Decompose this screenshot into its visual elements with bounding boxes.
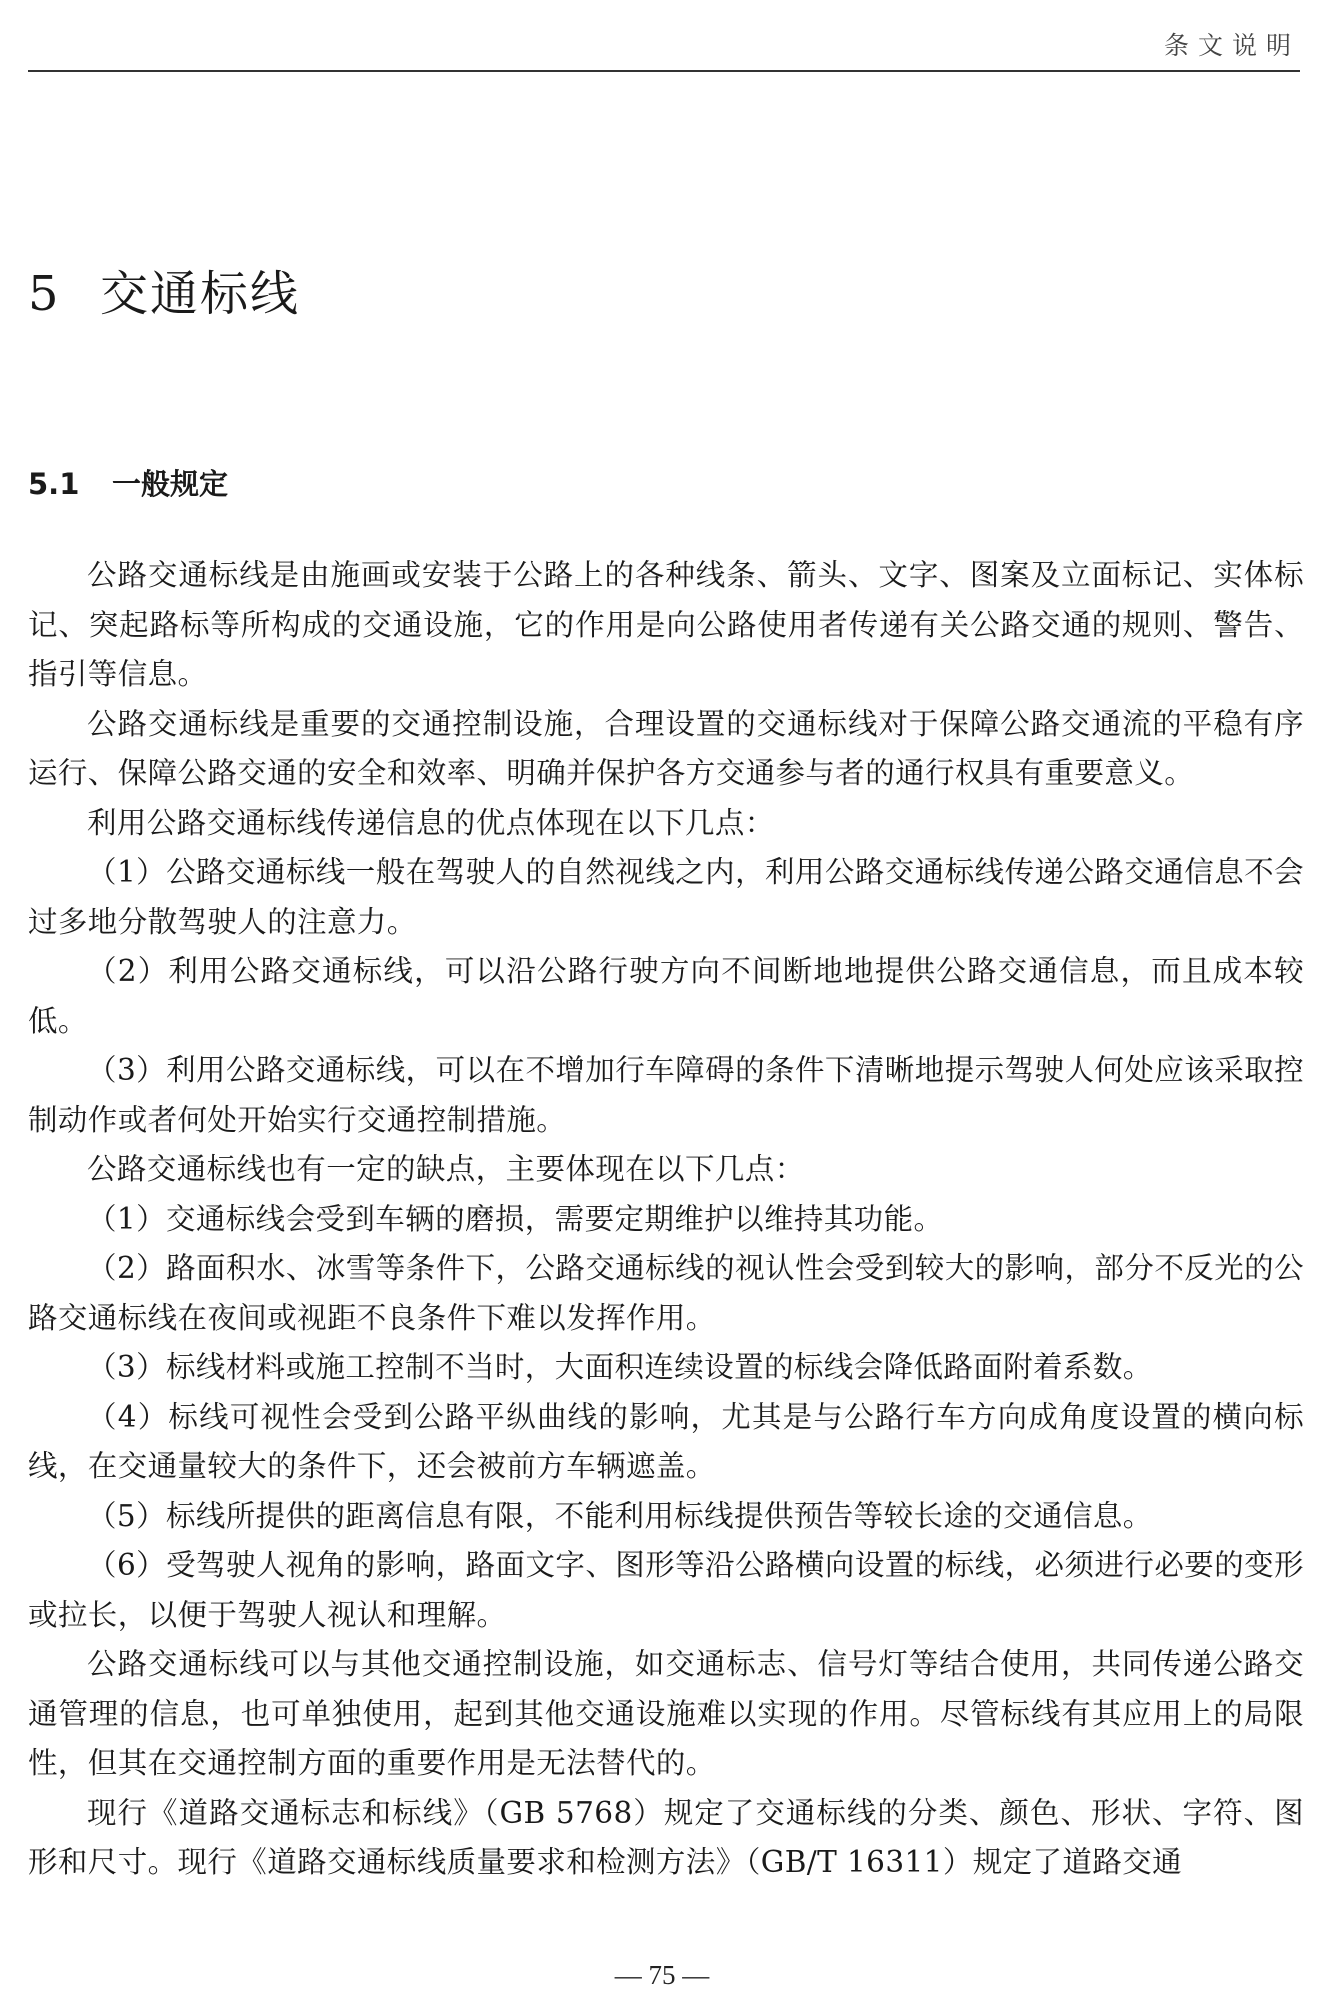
section-title [28,462,228,503]
paragraph: 现行《道路交通标志和标线》（GB 5768）规定了交通标线的分类、颜色、形状、字符、图形和尺寸。现行《道路交通标线质量要求和检测方法》（GB/T 16311）规定了道路交通 [28,1795,1304,1879]
section-title-text: 一般规定 [112,467,229,501]
paragraph: 公路交通标线也有一定的缺点，主要体现在以下几点： [87,1152,805,1186]
running-header: 条文说明 [1163,33,1300,60]
paragraph: 公路交通标线可以与其他交通控制设施，如交通标志、信号灯等结合使用，共同传递公路交通管理的信息，也可单独使用，起到其他交通设施难以实现的作用。尽管标线有其应用上的局限性，但其在交通控制方面的重要作用是无法替代的。 [28,1647,1304,1780]
body-text [28,551,1304,1888]
paragraph: 公路交通标线是重要的交通控制设施，合理设置的交通标线对于保障公路交通流的平稳有序运行、保障公路交通的安全和效率、明确并保护各方交通参与者的通行权具有重要意义。 [28,706,1304,790]
paragraph: （2）路面积水、冰雪等条件下，公路交通标线的视认性会受到较大的影响，部分不反光的公路交通标线在夜间或视距不良条件下难以发挥作用。 [28,1251,1304,1335]
paragraph: （4）标线可视性会受到公路平纵曲线的影响，尤其是与公路行车方向成角度设置的横向标线，在交通量较大的条件下，还会被前方车辆遮盖。 [28,1399,1304,1483]
chapter-title-text: 交通标线 [100,266,301,322]
paragraph: （5）标线所提供的距离信息有限，不能利用标线提供预告等较长途的交通信息。 [87,1498,1153,1533]
paragraph: （3）标线材料或施工控制不当时，大面积连续设置的标线会降低路面附着系数。 [87,1350,1153,1384]
page-number: — 75 — [614,1960,710,1990]
paragraph: （6）受驾驶人视角的影响，路面文字、图形等沿公路横向设置的标线，必须进行必要的变形或拉长，以便于驾驶人视认和理解。 [28,1548,1304,1632]
paragraph: 公路交通标线是由施画或安装于公路上的各种线条、箭头、文字、图案及立面标记、实体标记、突起路标等所构成的交通设施，它的作用是向公路使用者传递有关公路交通的规则、警告、指引等信息。 [28,558,1304,691]
paragraph: （1）交通标线会受到车辆的磨损，需要定期维护以维持其功能。 [87,1201,944,1236]
chapter-number: 5 [28,266,61,322]
paragraph: （1）公路交通标线一般在驾驶人的自然视线之内，利用公路交通标线传递公路交通信息不会过多地分散驾驶人的注意力。 [28,855,1304,939]
header-rule [28,70,1300,72]
section-number: 5.1 [28,467,80,501]
paragraph: （3）利用公路交通标线，可以在不增加行车障碍的条件下清晰地提示驾驶人何处应该采取控制动作或者何处开始实行交通控制措施。 [28,1053,1304,1137]
paragraph: 利用公路交通标线传递信息的优点体现在以下几点： [87,805,775,840]
chapter-title [28,255,300,324]
paragraph: （2）利用公路交通标线，可以沿公路行驶方向不间断地地提供公路交通信息，而且成本较低。 [28,954,1304,1038]
